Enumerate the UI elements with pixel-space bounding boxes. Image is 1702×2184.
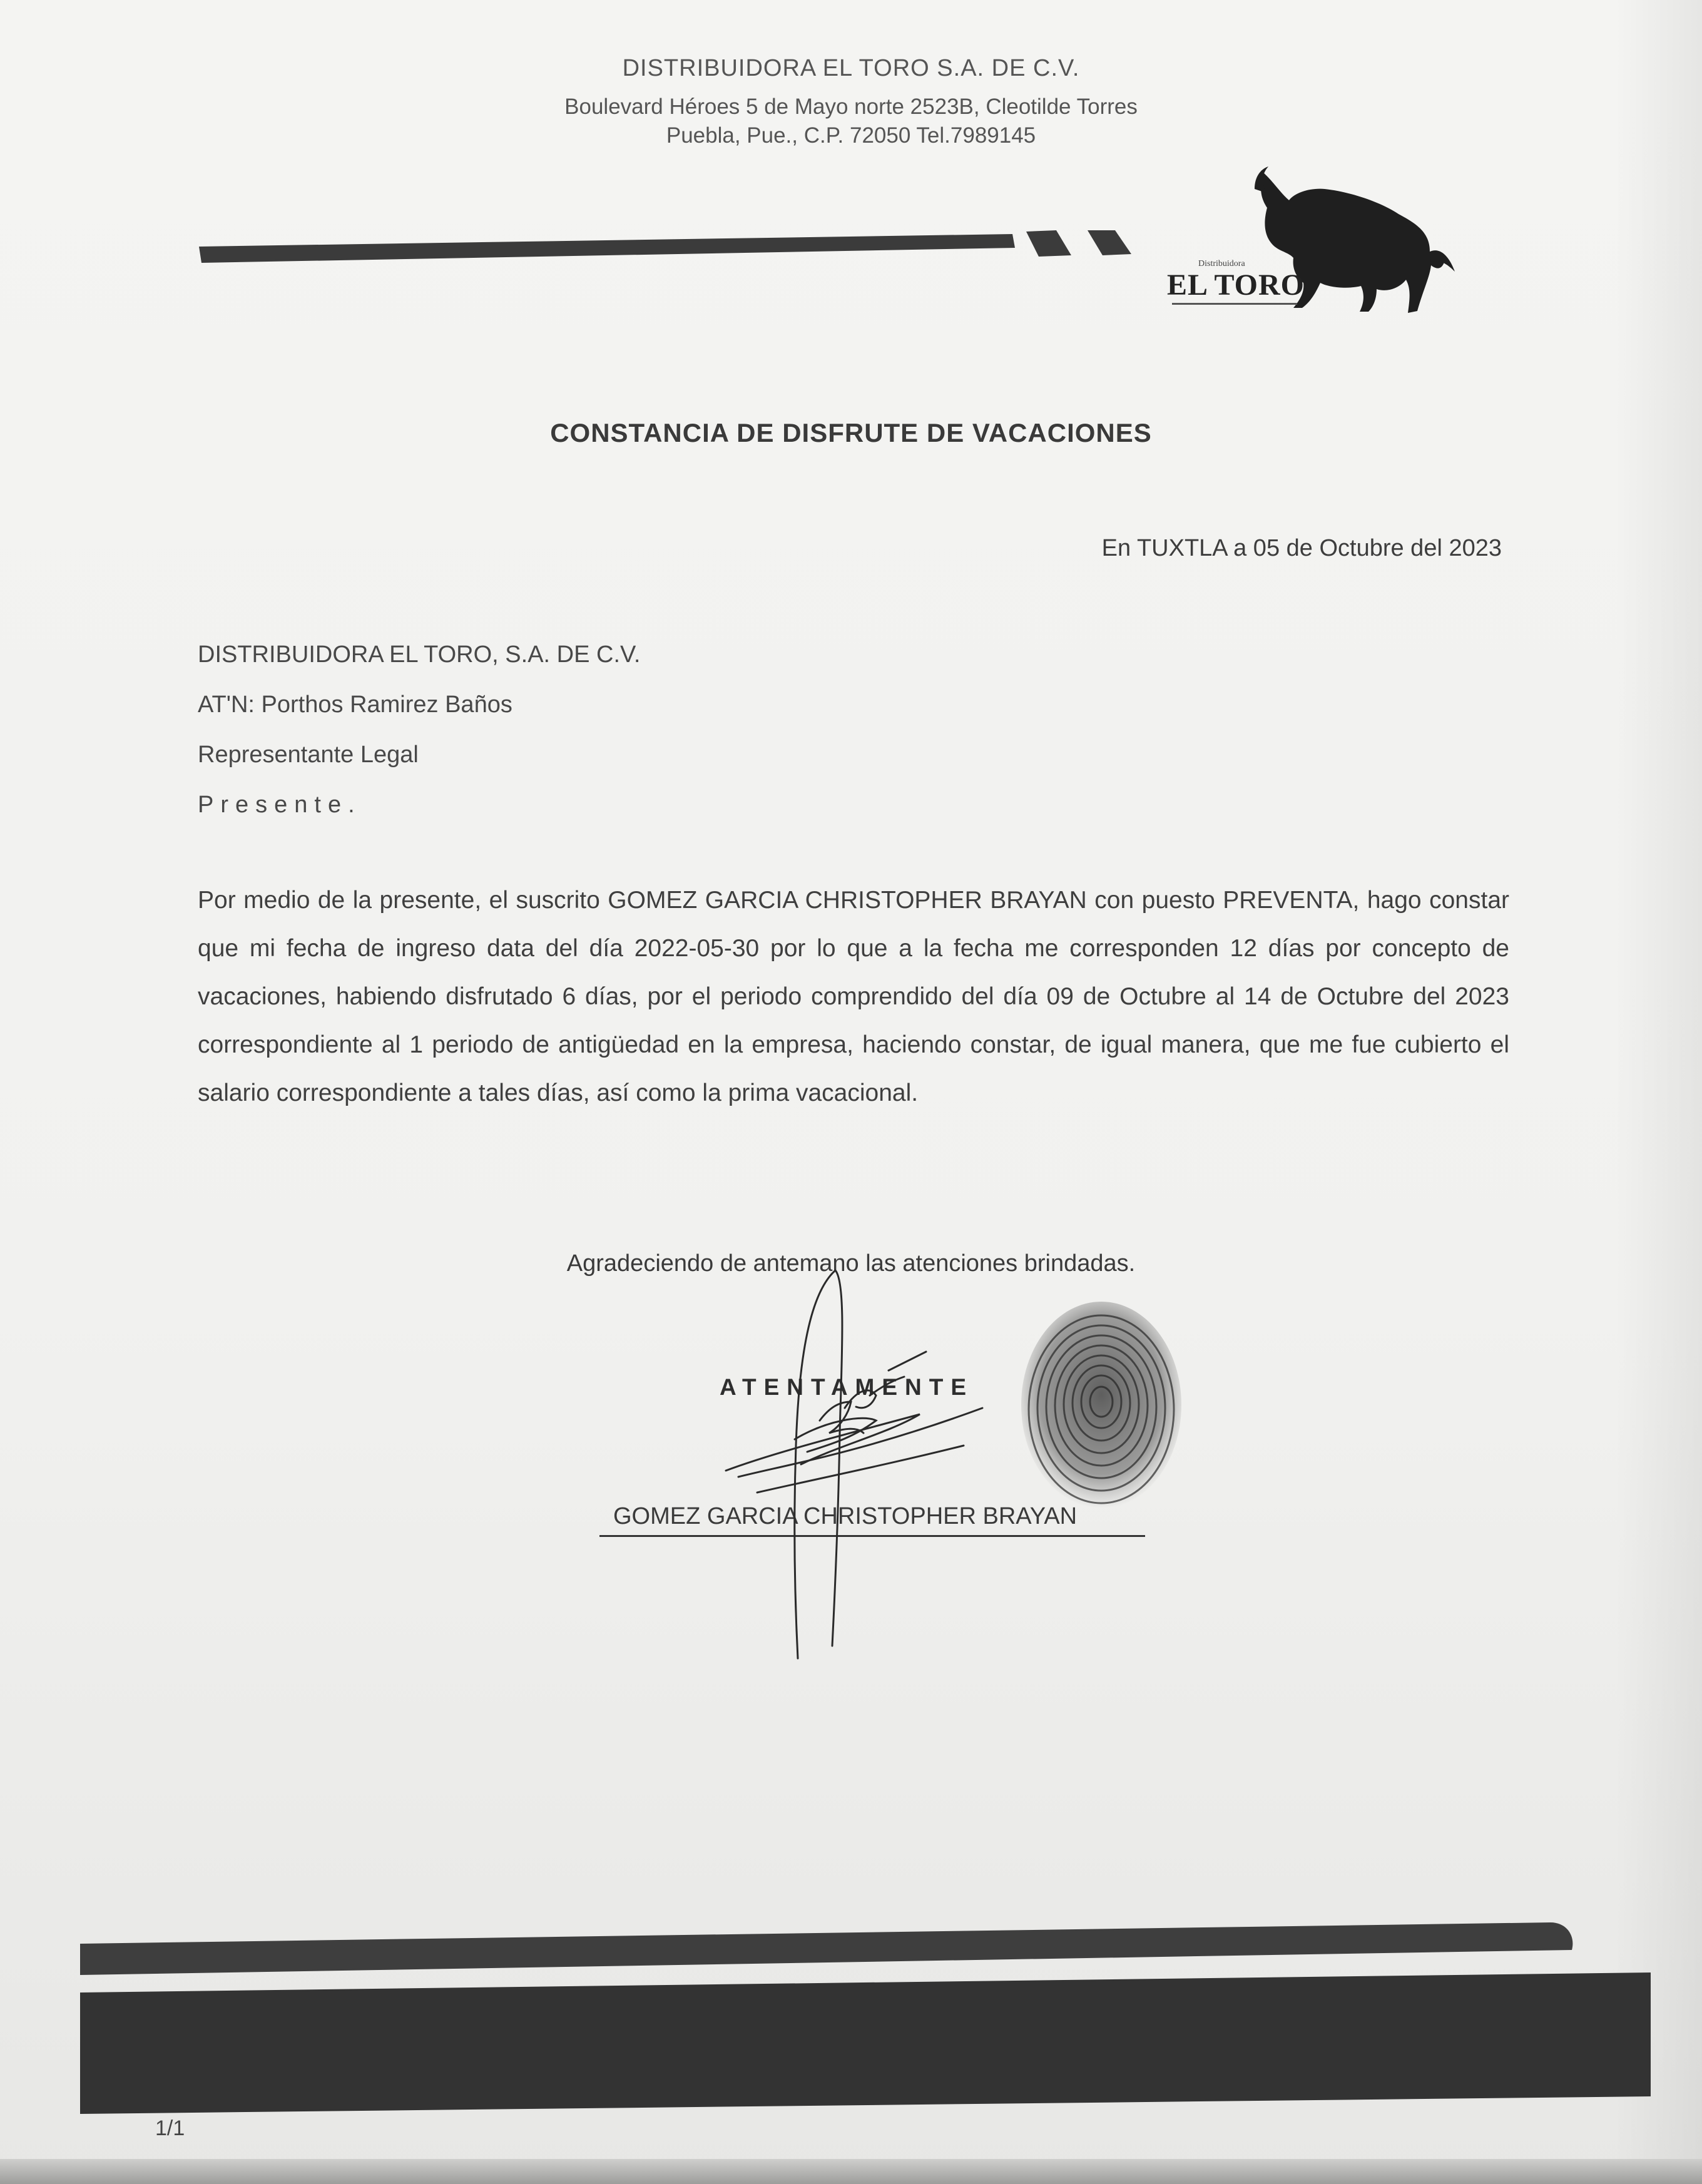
- body-paragraph: Por medio de la presente, el suscrito GOMEZ GARCIA CHRISTOPHER BRAYAN con puesto PREVENTA, hago constar que mi fecha de ingreso data del día 2022-05-30 por lo que a la fecha me corresponden 12 días por concepto de vacaciones, habiendo disfrutado 6 días, por el periodo comprendido del día 09 de Octubre al 14 de Octubre del 2023 correspondiente al 1 periodo de antigüedad en la empresa, haciendo constar, de igual manera, que me fue cubierto el salario correspondiente a tales días, así como la prima vacacional.: [198, 887, 1509, 1106]
- header-dash-2: [1088, 230, 1131, 255]
- handwritten-signature: [701, 1245, 1014, 1671]
- header-dash-1: [1026, 230, 1071, 257]
- header-bar-dashes: [1020, 230, 1151, 262]
- addressee-attn: AT'N: Porthos Ramirez Baños: [198, 691, 512, 718]
- company-logo: [1161, 164, 1461, 320]
- page-bottom-edge: [0, 2159, 1702, 2184]
- page-number: 1/1: [155, 2116, 185, 2140]
- header-company: DISTRIBUIDORA EL TORO S.A. DE C.V.: [622, 55, 1080, 81]
- logo-underline: [1172, 303, 1297, 305]
- header-bar: [199, 234, 1015, 263]
- address-line-2: Puebla, Pue., C.P. 72050 Tel.7989145: [666, 123, 1036, 148]
- addressee-role: Representante Legal: [198, 742, 419, 768]
- page-shadow: [1614, 0, 1702, 2184]
- place-date: En TUXTLA a 05 de Octubre del 2023: [1101, 535, 1502, 561]
- footer-bar-top: [80, 1922, 1576, 1975]
- addressee-presente: Presente.: [198, 792, 362, 818]
- signer-name: GOMEZ GARCIA CHRISTOPHER BRAYAN: [613, 1503, 1078, 1529]
- address-line-1: Boulevard Héroes 5 de Mayo norte 2523B, Cleotilde Torres: [564, 94, 1138, 119]
- header-bar-long: [199, 234, 1015, 263]
- footer-bar-bottom: [80, 1972, 1651, 2114]
- addressee-company: DISTRIBUIDORA EL TORO, S.A. DE C.V.: [198, 641, 641, 668]
- closing-atentamente: ATENTAMENTE: [720, 1374, 974, 1400]
- addressee-block: [198, 630, 640, 830]
- logo-small-text: Distribuidora: [1198, 259, 1245, 268]
- logo-name: EL TORO: [1167, 268, 1305, 302]
- header-address: [0, 93, 1702, 150]
- thanks-line: Agradeciendo de antemano las atenciones brindadas.: [566, 1250, 1136, 1277]
- document-title: CONSTANCIA DE DISFRUTE DE VACACIONES: [550, 418, 1152, 447]
- fingerprint-mark: [1014, 1295, 1189, 1514]
